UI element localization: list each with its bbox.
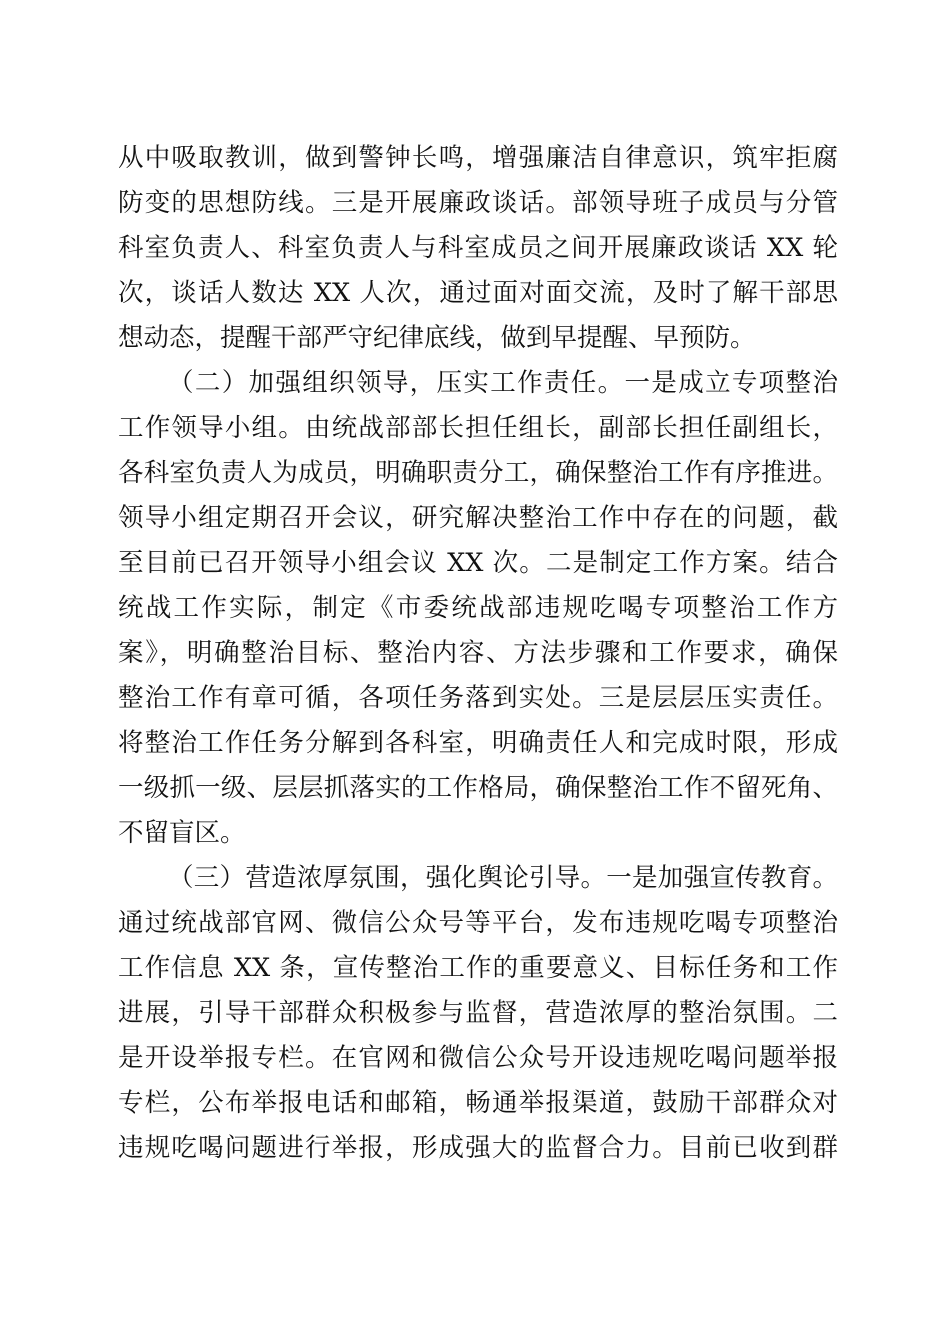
body-text-line: 想动态，提醒干部严守纪律底线，做到早提醒、早预防。 [118,323,756,353]
body-text-line: 科室负责人、科室负责人与科室成员之间开展廉政谈话 XX 轮 [118,233,838,263]
body-text-line: 不留盲区。 [118,818,246,848]
body-text-line: 工作领导小组。由统战部部长担任组长，副部长担任副组长， [118,413,838,443]
body-text-line: 通过统战部官网、微信公众号等平台，发布违规吃喝专项整治 [118,908,838,938]
body-text-line: 案》，明确整治目标、整治内容、方法步骤和工作要求，确保 [118,638,838,668]
body-text-line: 统战工作实际，制定《市委统战部违规吃喝专项整治工作方 [118,593,838,623]
section-heading-line: （二）加强组织领导，压实工作责任。一是成立专项整治 [168,368,838,398]
body-text-line: 次，谈话人数达 XX 人次，通过面对面交流，及时了解干部思 [118,278,838,308]
body-text-line: 是开设举报专栏。在官网和微信公众号开设违规吃喝问题举报 [118,1043,838,1073]
body-text-line: 至目前已召开领导小组会议 XX 次。二是制定工作方案。结合 [118,548,838,578]
body-text-line: 防变的思想防线。三是开展廉政谈话。部领导班子成员与分管 [118,188,838,218]
body-text-line: 整治工作有章可循，各项任务落到实处。三是层层压实责任。 [118,683,838,713]
body-text-line: 进展，引导干部群众积极参与监督，营造浓厚的整治氛围。二 [118,998,838,1028]
body-text-line: 工作信息 XX 条，宣传整治工作的重要意义、目标任务和工作 [118,953,838,983]
body-text-line: 专栏，公布举报电话和邮箱，畅通举报渠道，鼓励干部群众对 [118,1088,838,1118]
body-text-line: 从中吸取教训，做到警钟长鸣，增强廉洁自律意识，筑牢拒腐 [118,143,838,173]
body-text-line: 将整治工作任务分解到各科室，明确责任人和完成时限，形成 [118,728,838,758]
section-heading-line: （三）营造浓厚氛围，强化舆论引导。一是加强宣传教育。 [168,863,838,893]
body-text-line: 领导小组定期召开会议，研究解决整治工作中存在的问题，截 [118,503,838,533]
body-text-line: 各科室负责人为成员，明确职责分工，确保整治工作有序推进。 [118,458,838,488]
body-text-line: 违规吃喝问题进行举报，形成强大的监督合力。目前已收到群 [118,1133,838,1163]
body-text-line: 一级抓一级、层层抓落实的工作格局，确保整治工作不留死角、 [118,773,838,803]
